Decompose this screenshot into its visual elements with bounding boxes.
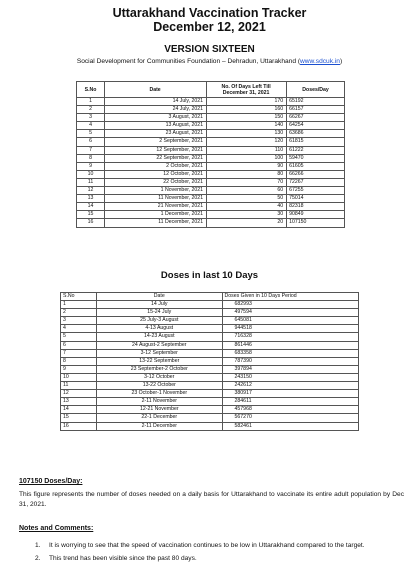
cell-date: 22 October, 2021 xyxy=(105,178,207,186)
cell-doses-given: 380917 xyxy=(222,390,358,398)
cell-doses-given: 242612 xyxy=(222,382,358,390)
cell-sno: 5 xyxy=(61,333,97,341)
cell-date: 23 August, 2021 xyxy=(105,130,207,138)
table-row xyxy=(61,373,359,381)
table-row xyxy=(61,325,359,333)
cell-doses-given: 457968 xyxy=(222,406,358,414)
cell-sno: 12 xyxy=(77,187,105,195)
cell-date: 15-24 July xyxy=(97,309,223,317)
notes-heading: Notes and Comments: xyxy=(19,525,94,532)
cell-sno: 9 xyxy=(61,365,97,373)
note-number: 1. xyxy=(35,542,41,549)
document-date: December 12, 2021 xyxy=(153,20,266,34)
cell-sno: 9 xyxy=(77,162,105,170)
table-row xyxy=(61,333,359,341)
cell-sno: 2 xyxy=(61,309,97,317)
column-header-doses-per-day: Doses/Day xyxy=(287,82,345,98)
cell-sno: 11 xyxy=(61,382,97,390)
cell-days-left: 90 xyxy=(207,162,287,170)
table-row xyxy=(77,170,345,178)
cell-date: 22 September, 2021 xyxy=(105,154,207,162)
organization-link[interactable]: www.sdcuk.in xyxy=(300,58,340,65)
note-text: It is worrying to see that the speed of vaccination continues to be low in Uttarakhand compared to the target. xyxy=(49,542,365,549)
table-row xyxy=(61,301,359,309)
table-row xyxy=(77,211,345,219)
cell-days-left: 60 xyxy=(207,187,287,195)
cell-date: 13 August, 2021 xyxy=(105,122,207,130)
table-row xyxy=(61,341,359,349)
cell-sno: 7 xyxy=(61,349,97,357)
cell-doses-per-day: 90849 xyxy=(287,211,345,219)
cell-date: 24 July, 2021 xyxy=(105,106,207,114)
cell-date: 14 July, 2021 xyxy=(105,98,207,106)
cell-doses-per-day: 66157 xyxy=(287,106,345,114)
cell-sno: 2 xyxy=(77,106,105,114)
table-row xyxy=(77,114,345,122)
cell-date: 13-22 October xyxy=(97,382,223,390)
cell-date: 13-22 September xyxy=(97,357,223,365)
notes-list xyxy=(35,541,405,566)
table-row xyxy=(61,382,359,390)
cell-date: 2 October, 2021 xyxy=(105,162,207,170)
note-text: This trend has been visible since the past 80 days. xyxy=(49,554,197,562)
table-row xyxy=(61,357,359,365)
document-title: Uttarakhand Vaccination Tracker xyxy=(112,6,307,20)
cell-date: 1 November, 2021 xyxy=(105,187,207,195)
table-row xyxy=(61,398,359,406)
table-row xyxy=(77,219,345,227)
cell-sno: 16 xyxy=(77,219,105,227)
cell-doses-per-day: 59470 xyxy=(287,154,345,162)
table-row xyxy=(77,162,345,170)
note-item xyxy=(35,554,405,564)
table-header-row xyxy=(61,293,359,301)
cell-sno: 7 xyxy=(77,146,105,154)
cell-days-left: 20 xyxy=(207,219,287,227)
cell-sno: 13 xyxy=(61,398,97,406)
cell-date: 11 December, 2021 xyxy=(105,219,207,227)
table-row xyxy=(77,195,345,203)
cell-doses-given: 284611 xyxy=(222,398,358,406)
organization-text: Social Development for Communities Foundation – Dehradun, Uttarakhand ( xyxy=(76,58,301,65)
cell-doses-given: 861446 xyxy=(222,341,358,349)
cell-date: 11 November, 2021 xyxy=(105,195,207,203)
cell-days-left: 70 xyxy=(207,178,287,186)
table-row xyxy=(77,130,345,138)
cell-sno: 11 xyxy=(77,178,105,186)
cell-date: 14-23 August xyxy=(97,333,223,341)
column-header-date: Date xyxy=(97,293,223,301)
cell-doses-given: 397894 xyxy=(222,365,358,373)
cell-doses-per-day: 75014 xyxy=(287,195,345,203)
cell-doses-per-day: 61605 xyxy=(287,162,345,170)
cell-days-left: 30 xyxy=(207,211,287,219)
cell-doses-per-day: 61222 xyxy=(287,146,345,154)
cell-sno: 6 xyxy=(61,341,97,349)
table-row xyxy=(77,98,345,106)
cell-sno: 6 xyxy=(77,138,105,146)
cell-date: 24 August-2 September xyxy=(97,341,223,349)
cell-date: 2-11 December xyxy=(97,422,223,430)
cell-doses-given: 567270 xyxy=(222,414,358,422)
table-row xyxy=(77,146,345,154)
cell-days-left: 170 xyxy=(207,98,287,106)
cell-doses-per-day: 67255 xyxy=(287,187,345,195)
cell-date: 25 July-3 August xyxy=(97,317,223,325)
cell-doses-per-day: 65192 xyxy=(287,98,345,106)
cell-sno: 1 xyxy=(61,301,97,309)
cell-date: 22-1 December xyxy=(97,414,223,422)
cell-sno: 14 xyxy=(61,406,97,414)
organization-close: ) xyxy=(339,58,343,65)
table-row xyxy=(61,390,359,398)
cell-doses-per-day: 64254 xyxy=(287,122,345,130)
cell-date: 2-11 November xyxy=(97,398,223,406)
table-row xyxy=(77,187,345,195)
cell-days-left: 40 xyxy=(207,203,287,211)
cell-doses-given: 645081 xyxy=(222,317,358,325)
cell-doses-given: 582461 xyxy=(222,422,358,430)
doses-explanation-paragraph: This figure represents the number of doses needed on a daily basis for Uttarakhand to vaccinate its entire adult population by Dec 31, 2021. xyxy=(19,491,404,508)
cell-doses-given: 944518 xyxy=(222,325,358,333)
cell-days-left: 100 xyxy=(207,154,287,162)
cell-doses-per-day: 63686 xyxy=(287,130,345,138)
cell-sno: 12 xyxy=(61,390,97,398)
cell-sno: 8 xyxy=(77,154,105,162)
cell-sno: 3 xyxy=(77,114,105,122)
cell-date: 3-12 September xyxy=(97,349,223,357)
cell-doses-per-day: 61815 xyxy=(287,138,345,146)
cell-date: 4-13 August xyxy=(97,325,223,333)
table-row xyxy=(61,317,359,325)
cell-date: 1 December, 2021 xyxy=(105,211,207,219)
cell-sno: 4 xyxy=(61,325,97,333)
column-header-doses-given: Doses Given in 10 Days Period xyxy=(222,293,358,301)
table-header-row xyxy=(77,82,345,98)
cell-date: 23 October-1 November xyxy=(97,390,223,398)
table-row xyxy=(61,309,359,317)
cell-date: 3-12 October xyxy=(97,373,223,381)
cell-sno: 15 xyxy=(77,211,105,219)
cell-doses-given: 682993 xyxy=(222,301,358,309)
cell-sno: 10 xyxy=(61,373,97,381)
cell-days-left: 110 xyxy=(207,146,287,154)
cell-doses-per-day: 107150 xyxy=(287,219,345,227)
cell-doses-per-day: 66267 xyxy=(287,114,345,122)
cell-date: 21 November, 2021 xyxy=(105,203,207,211)
table-row xyxy=(61,414,359,422)
cell-days-left: 140 xyxy=(207,122,287,130)
table-row xyxy=(61,365,359,373)
table-row xyxy=(61,349,359,357)
organization-line xyxy=(0,58,419,65)
cell-days-left: 80 xyxy=(207,170,287,178)
column-header-date: Date xyxy=(105,82,207,98)
table-row xyxy=(61,422,359,430)
table-row xyxy=(77,178,345,186)
cell-sno: 13 xyxy=(77,195,105,203)
cell-date: 12 September, 2021 xyxy=(105,146,207,154)
cell-days-left: 150 xyxy=(207,114,287,122)
cell-days-left: 50 xyxy=(207,195,287,203)
cell-date: 2 September, 2021 xyxy=(105,138,207,146)
cell-date: 23 September-2 October xyxy=(97,365,223,373)
cell-sno: 5 xyxy=(77,130,105,138)
cell-sno: 4 xyxy=(77,122,105,130)
doses-per-day-heading: 107150 Doses/Day: xyxy=(19,478,83,485)
note-number: 2. xyxy=(35,554,41,562)
cell-sno: 16 xyxy=(61,422,97,430)
note-item xyxy=(35,541,405,551)
table-row xyxy=(77,154,345,162)
cell-doses-per-day: 72267 xyxy=(287,178,345,186)
table-row xyxy=(77,203,345,211)
doses-per-day-table xyxy=(76,81,345,228)
cell-sno: 15 xyxy=(61,414,97,422)
cell-date: 12 October, 2021 xyxy=(105,170,207,178)
cell-sno: 1 xyxy=(77,98,105,106)
column-header-sno: S.No xyxy=(61,293,97,301)
cell-sno: 3 xyxy=(61,317,97,325)
cell-doses-per-day: 66266 xyxy=(287,170,345,178)
cell-doses-given: 497594 xyxy=(222,309,358,317)
cell-days-left: 120 xyxy=(207,138,287,146)
cell-doses-given: 243150 xyxy=(222,373,358,381)
cell-sno: 10 xyxy=(77,170,105,178)
column-header-sno: S.No xyxy=(77,82,105,98)
section-title-last-10-days: Doses in last 10 Days xyxy=(160,270,259,281)
cell-sno: 14 xyxy=(77,203,105,211)
table-row xyxy=(77,138,345,146)
cell-doses-given: 716328 xyxy=(222,333,358,341)
cell-doses-given: 787390 xyxy=(222,357,358,365)
version-label: VERSION SIXTEEN xyxy=(164,44,255,55)
cell-doses-given: 683358 xyxy=(222,349,358,357)
doses-last-10-days-table xyxy=(60,292,359,431)
table-row xyxy=(77,106,345,114)
cell-date: 3 August, 2021 xyxy=(105,114,207,122)
cell-date: 14 July xyxy=(97,301,223,309)
table-row xyxy=(77,122,345,130)
cell-doses-per-day: 82318 xyxy=(287,203,345,211)
cell-days-left: 160 xyxy=(207,106,287,114)
cell-date: 12-21 November xyxy=(97,406,223,414)
column-header-days-left: No. Of Days Left Till December 31, 2021 xyxy=(207,82,287,98)
table-row xyxy=(61,406,359,414)
cell-sno: 8 xyxy=(61,357,97,365)
cell-days-left: 130 xyxy=(207,130,287,138)
